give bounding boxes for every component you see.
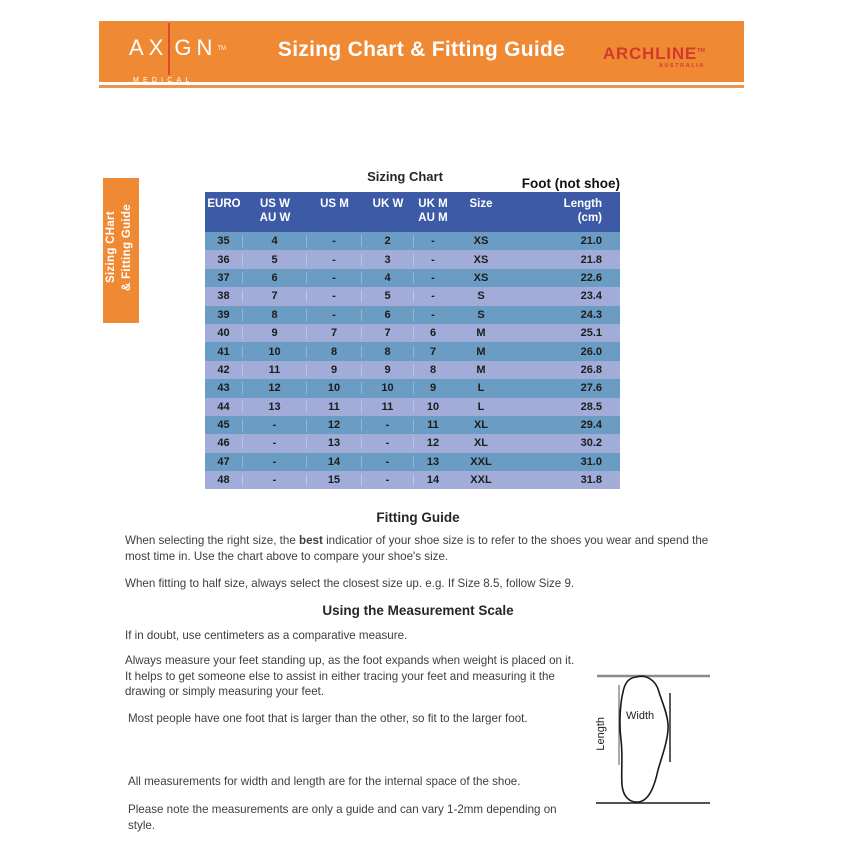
table-cell: XS	[473, 253, 489, 266]
table-cell: -	[362, 474, 414, 486]
axign-medical-subtitle: MEDICAL	[133, 77, 194, 84]
table-cell: 36	[205, 254, 243, 266]
table-row	[205, 379, 620, 397]
table-cell: 11	[243, 364, 307, 376]
table-cell: -	[362, 419, 414, 431]
table-cell: 2	[362, 235, 414, 247]
table-cell: -	[307, 254, 362, 266]
axign-wordmark-right: GN	[174, 35, 218, 60]
table-cell: 11	[307, 401, 362, 413]
table-cell: 4	[362, 272, 414, 284]
table-cell: -	[431, 271, 435, 284]
table-row	[205, 269, 620, 287]
table-cell: XXL	[470, 455, 492, 468]
table-cell: XS	[473, 235, 489, 248]
table-row	[205, 416, 620, 434]
col-header-usw-auw: US W AU W	[259, 198, 291, 224]
table-cell: XXL	[470, 474, 492, 487]
table-cell: 8	[362, 346, 414, 358]
table-cell: 47	[205, 456, 243, 468]
table-cell: -	[431, 253, 435, 266]
table-cell: 5	[243, 254, 307, 266]
table-cell: 45	[205, 419, 243, 431]
table-cell: 23.4	[580, 290, 602, 303]
table-cell: 13	[243, 401, 307, 413]
table-cell: 4	[243, 235, 307, 247]
table-row	[205, 398, 620, 416]
measurement-paragraph-1: If in doubt, use centimeters as a comparative measure.	[125, 629, 408, 642]
table-cell: 30.2	[580, 437, 602, 450]
foot-outline-diagram	[592, 668, 712, 808]
col-header-euro: EURO	[207, 198, 241, 210]
table-cell: 11	[362, 401, 414, 413]
table-cell: 9	[243, 327, 307, 339]
table-cell: M	[476, 363, 486, 376]
table-row	[205, 250, 620, 268]
table-row	[205, 232, 620, 250]
table-cell: -	[431, 235, 435, 248]
col-header-size: Size	[469, 198, 493, 210]
table-cell: -	[307, 290, 362, 302]
table-cell: 26.0	[580, 345, 602, 358]
table-cell: 27.6	[580, 382, 602, 395]
fitting-guide-heading: Fitting Guide	[376, 510, 460, 525]
table-cell: 37	[205, 272, 243, 284]
header-banner	[99, 21, 744, 82]
trademark-symbol: TM	[697, 48, 705, 54]
table-row	[205, 471, 620, 489]
table-cell: 3	[362, 254, 414, 266]
table-cell: 41	[205, 346, 243, 358]
table-cell: 38	[205, 290, 243, 302]
table-cell: 10	[243, 346, 307, 358]
table-cell: 7	[362, 327, 414, 339]
bold-word-best: best	[299, 534, 323, 547]
fitting-guide-paragraph-2: When fitting to half size, always select the closest size up. e.g. If Size 8.5, follow Size 9.	[125, 577, 575, 590]
table-cell: 46	[205, 437, 243, 449]
table-cell: 10	[362, 382, 414, 394]
table-cell: 7	[243, 290, 307, 302]
side-tab-line1: Sizing CHart	[105, 211, 117, 284]
fitting-guide-paragraph-1: When selecting the right size, the best indicatior of your shoe size is to refer to the shoes you wear and spend the most time in. Use the chart above to compare your shoe's size.	[125, 534, 709, 563]
table-cell: 31.0	[580, 455, 602, 468]
table-cell: 29.4	[580, 419, 602, 432]
archline-logo	[603, 45, 705, 69]
table-row	[205, 324, 620, 342]
archline-name: ARCHLINE	[602, 44, 698, 63]
col-header-ukm-aum: UK M AU M	[418, 198, 448, 224]
table-row	[205, 453, 620, 471]
page-title: Sizing Chart & Fitting Guide	[277, 38, 566, 61]
width-label: Width	[626, 710, 655, 722]
axign-wordmark-left: AX	[129, 35, 169, 60]
table-cell: 9	[307, 364, 362, 376]
measurement-paragraph-3: Most people have one foot that is larger than the other, so fit to the larger foot.	[128, 712, 528, 725]
table-cell: -	[431, 290, 435, 303]
table-cell: -	[243, 437, 307, 449]
table-cell: M	[476, 327, 486, 340]
table-cell: 10	[307, 382, 362, 394]
col-header-usm: US M	[320, 198, 349, 210]
table-cell: 15	[307, 474, 362, 486]
table-cell: -	[362, 437, 414, 449]
table-cell: -	[307, 235, 362, 247]
table-cell: -	[243, 419, 307, 431]
table-header-row	[205, 192, 620, 232]
table-cell: 6	[429, 327, 437, 340]
table-row	[205, 361, 620, 379]
table-cell: -	[243, 474, 307, 486]
col-header-ukw: UK W	[372, 198, 404, 210]
table-cell: -	[362, 456, 414, 468]
table-cell: -	[307, 272, 362, 284]
table-cell: XS	[473, 271, 489, 284]
table-row	[205, 306, 620, 324]
archline-wordmark	[603, 45, 705, 62]
table-row	[205, 342, 620, 360]
table-cell: 7	[307, 327, 362, 339]
table-cell: 12	[426, 437, 440, 450]
table-cell: -	[243, 456, 307, 468]
table-cell: 13	[307, 437, 362, 449]
table-cell: 8	[243, 309, 307, 321]
trademark-symbol: TM	[217, 46, 227, 52]
measurement-paragraph-5: Please note the measurements are only a guide and can vary 1-2mm depending on style.	[128, 803, 557, 832]
measurement-scale-heading: Using the Measurement Scale	[322, 603, 514, 618]
table-cell: 10	[426, 400, 440, 413]
table-cell: 9	[429, 382, 437, 395]
table-cell: 11	[427, 419, 439, 432]
table-cell: L	[477, 382, 485, 395]
table-cell: 14	[426, 474, 440, 487]
table-body	[205, 232, 620, 489]
archline-australia-subtitle: AUSTRALIA	[658, 63, 705, 69]
table-cell: 28.5	[580, 400, 602, 413]
side-tab-sizing-chart	[103, 178, 139, 323]
banner-underline	[99, 85, 744, 88]
table-cell: 44	[205, 401, 243, 413]
table-cell: S	[477, 290, 485, 303]
table-cell: -	[307, 309, 362, 321]
foot-not-shoe-label: Foot (not shoe)	[521, 176, 620, 191]
table-cell: 35	[205, 235, 243, 247]
table-cell: -	[431, 308, 435, 321]
table-cell: 8	[429, 363, 437, 376]
table-cell: 22.6	[580, 271, 602, 284]
table-cell: 12	[243, 382, 307, 394]
sizing-chart-title: Sizing Chart	[367, 169, 443, 184]
table-cell: 48	[205, 474, 243, 486]
table-cell: 39	[205, 309, 243, 321]
length-label: Length	[595, 717, 607, 751]
table-cell: 13	[426, 455, 440, 468]
table-cell: 25.1	[580, 327, 602, 340]
table-cell: 14	[307, 456, 362, 468]
table-row	[205, 434, 620, 452]
table-cell: 6	[362, 309, 414, 321]
table-cell: 21.0	[580, 235, 602, 248]
table-cell: XL	[473, 419, 489, 432]
table-cell: XL	[473, 437, 489, 450]
table-cell: 26.8	[580, 363, 602, 376]
table-cell: 7	[429, 345, 437, 358]
table-cell: 42	[205, 364, 243, 376]
table-cell: 21.8	[580, 253, 602, 266]
table-cell: 24.3	[580, 308, 602, 321]
table-cell: S	[477, 308, 485, 321]
col-header-length: Length (cm)	[563, 198, 602, 224]
table-cell: 9	[362, 364, 414, 376]
side-tab-line2: & Fitting Guide	[121, 204, 133, 291]
sizing-table	[205, 192, 620, 489]
table-cell: 31.8	[580, 474, 602, 487]
foot-outline	[620, 676, 668, 802]
table-cell: 5	[362, 290, 414, 302]
table-cell: M	[476, 345, 486, 358]
measurement-paragraph-4: All measurements for width and length are for the internal space of the shoe.	[128, 775, 521, 788]
table-cell: 8	[307, 346, 362, 358]
table-cell: 6	[243, 272, 307, 284]
table-cell: 12	[307, 419, 362, 431]
measurement-paragraph-2: Always measure your feet standing up, as the foot expands when weight is placed on it. It helps to get someone else to assist in either tracing your feet and measuring it the drawing or simply measuring your feet.	[125, 654, 575, 698]
table-cell: 40	[205, 327, 243, 339]
table-row	[205, 287, 620, 305]
table-cell: 43	[205, 382, 243, 394]
table-cell: L	[477, 400, 485, 413]
